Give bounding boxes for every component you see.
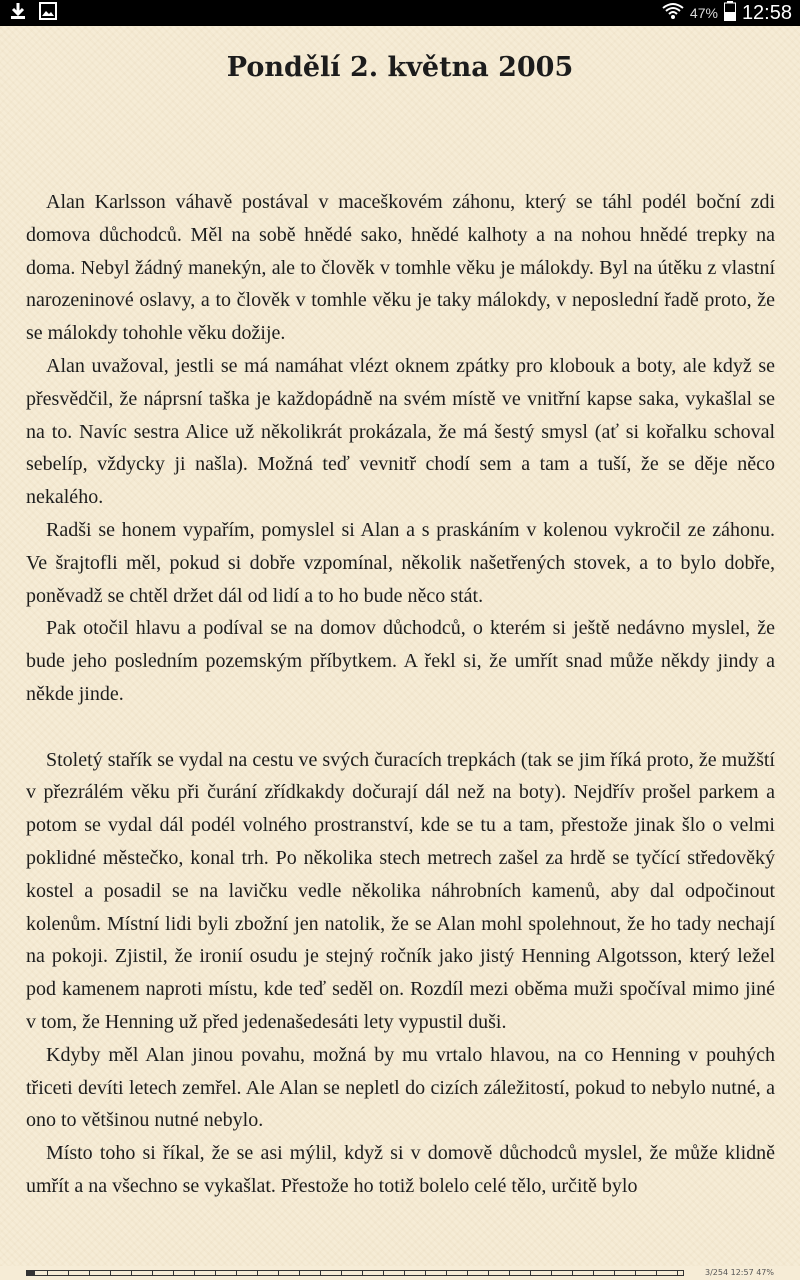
reading-progress-fill bbox=[27, 1271, 35, 1275]
paragraph: Místo toho si říkal, že se asi mýlil, když si v domově důchodců myslel, že může klidně umřít a na všechno se vykašlat. Přestože ho totiž bolelo celé tělo, určitě bylo bbox=[26, 1142, 775, 1197]
wifi-icon bbox=[662, 2, 684, 25]
battery-percent: 47% bbox=[689, 5, 718, 21]
reading-progress-bar[interactable] bbox=[26, 1270, 684, 1276]
download-icon bbox=[8, 1, 28, 26]
image-icon bbox=[38, 1, 58, 26]
chapter-title: Pondělí 2. května 2005 bbox=[226, 52, 574, 83]
paragraph: Radši se honem vypařím, pomyslel si Alan a s praskáním v kolenou vykročil ze záhonu. Ve šrajtofli měl, pokud si dobře vzpomínal, několik našetřených stovek, a to bylo dobře, poněvadž se chtěl držet dál od lidí a to ho bude něco stát. bbox=[26, 518, 775, 607]
paragraph: Stoletý stařík se vydal na cestu ve svých čuracích trepkách (tak se jim říká proto, že mužští v přezrálém věku při čurání zřídkakdy dočurají dál než na boty). Nejdřív prošel parkem a potom se vydal dál podél volného prostranství, kde se tu a tam, přestože jinak šlo o velmi poklidné městečko, konal trh. Po několika stech metrech zašel za hrdě se tyčící středověký kostel a posadil se na lavičku vedle několika náhrobních kamenů, aby dal odpočinout kolenům. Místní lidi byli zbožní jen natolik, že se Alan mohl spolehnout, že ho tady nechají na pokoji. Zjistil, že ironií osudu je stejný ročník jako jistý Henning Algotsson, který ležel pod kamenem naproti místu, kde teď seděl on. Rozdíl mezi oběma muži spočíval mimo jiné v tom, že Henning už před jedenašedesáti lety vypustil duši. bbox=[26, 748, 775, 1033]
page-info: 3/254 12:57 47% bbox=[705, 1268, 774, 1277]
reader-footer bbox=[0, 1266, 800, 1280]
paragraph: Kdyby měl Alan jinou povahu, možná by mu vrtalo hlavou, na co Henning v pouhých třiceti devíti letech zemřel. Ale Alan se nepletl do cizích záležitostí, pokud to nebylo nutné, a ono to většinou nutné nebylo. bbox=[26, 1043, 775, 1132]
clock: 12:58 bbox=[741, 1, 792, 24]
paragraph: Alan uvažoval, jestli se má namáhat vlézt oknem zpátky pro klobouk a boty, ale když se přesvědčil, že náprsní taška je každopádně na svém místě ve vnitřní kapse saka, vykašlal se na to. Navíc sestra Alice už několikrát prokázala, že má šestý smysl (ať si kořalku schoval sebelíp, vždycky ji našla). Možná teď vevnitř chodí sem a tam a tuší, že se děje něco nekalého. bbox=[26, 354, 775, 509]
reader-page[interactable] bbox=[0, 26, 800, 1266]
paragraph: Alan Karlsson váhavě postával v maceškovém záhonu, který se táhl podél boční zdi domova důchodců. Měl na sobě hnědé sako, hnědé kalhoty a na nohou hnědé trepky na doma. Nebyl žádný manekýn, ale to člověk v tomhle věku je málokdy. Byl na útěku z vlastní narozeninové oslavy, a to člověk v tomhle věku je taky málokdy, v neposlední řadě proto, že se málokdy tohohle věku dožije. bbox=[26, 191, 775, 345]
status-bar bbox=[0, 0, 800, 26]
book-text bbox=[26, 186, 775, 1203]
paragraph: Pak otočil hlavu a podíval se na domov důchodců, o kterém si ještě nedávno myslel, že bude jeho posledním pozemským příbytkem. A řekl si, že umřít snad může někdy jindy a někde jinde. bbox=[26, 617, 775, 705]
battery-icon bbox=[724, 1, 736, 26]
